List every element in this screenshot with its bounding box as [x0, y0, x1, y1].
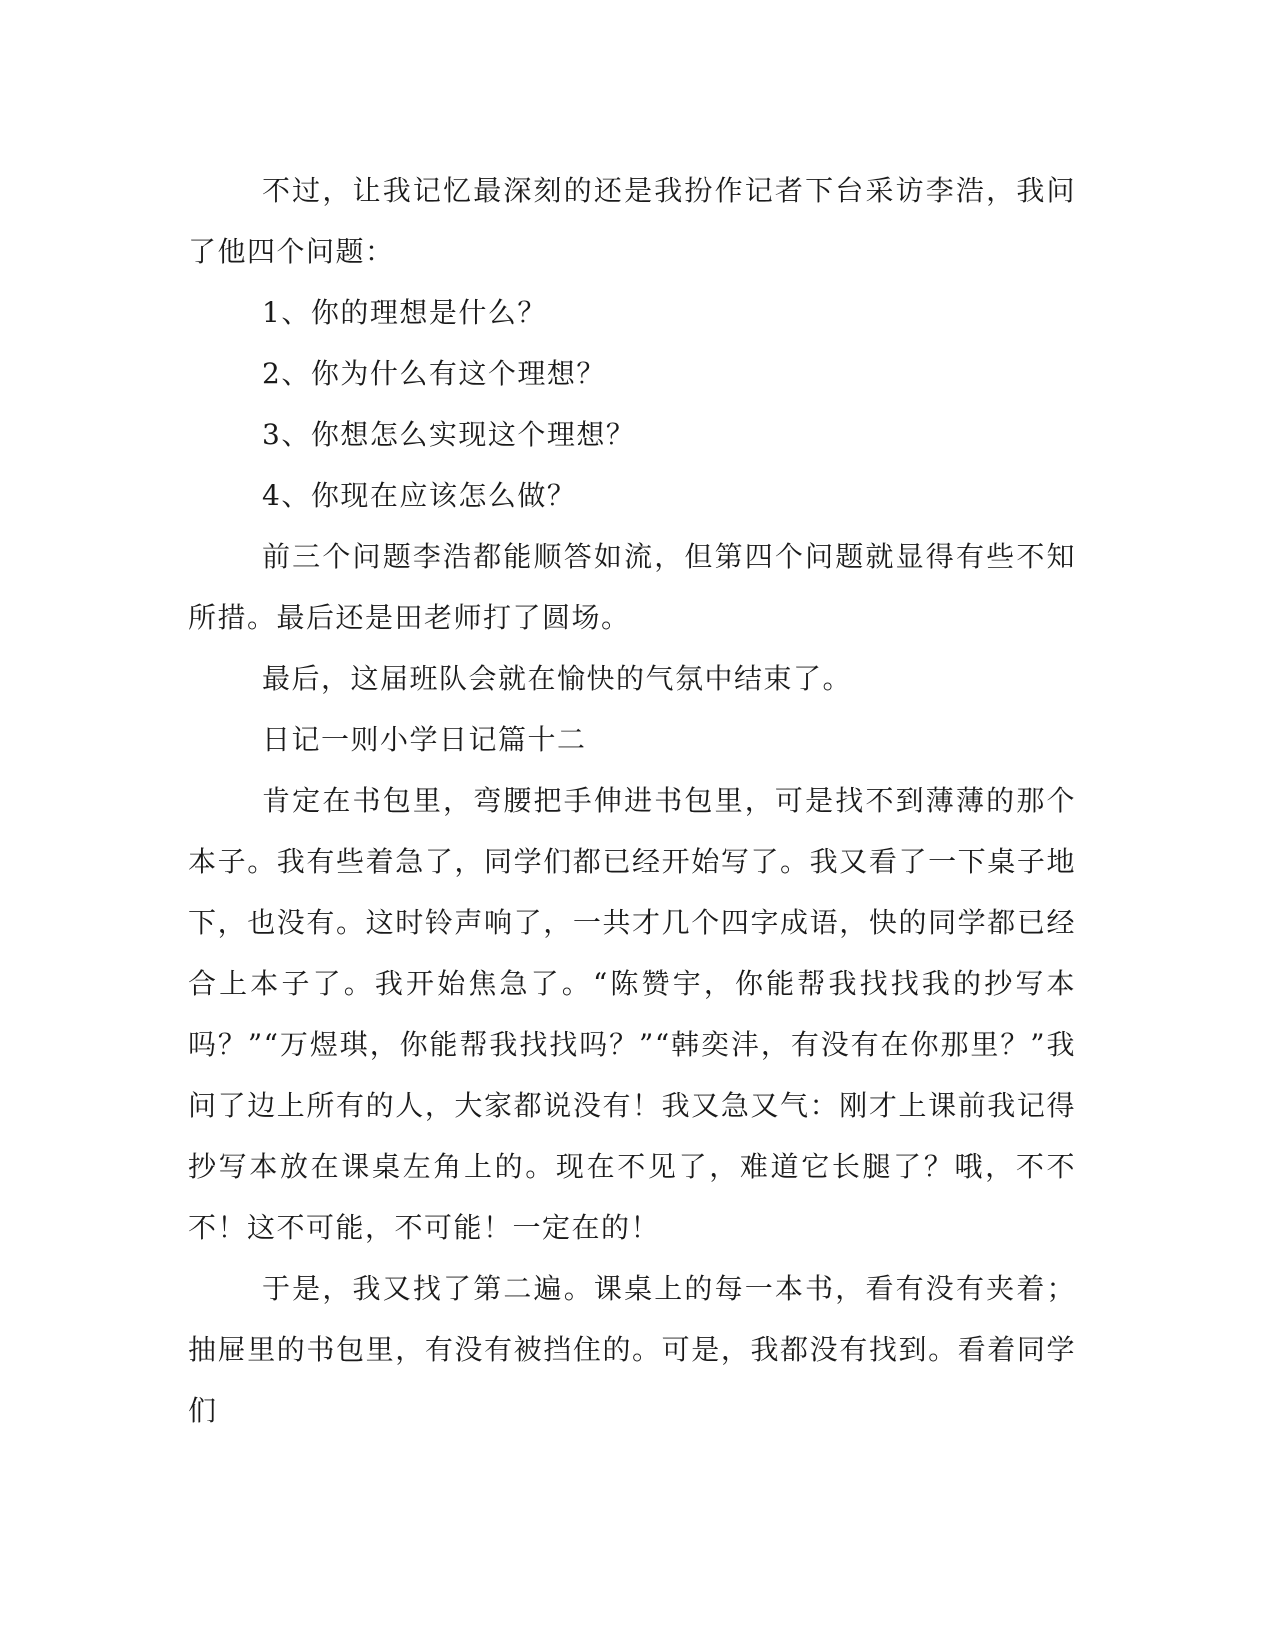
- document-body: [188, 160, 1076, 1441]
- section-heading: 日记一则小学日记篇十二: [262, 723, 587, 756]
- paragraph-search-second: 于是，我又找了第二遍。课桌上的每一本书，看有没有夹着；抽屉里的书包里，有没有被挡住的。可是，我都没有找到。看着同学们: [188, 1272, 1076, 1427]
- paragraph-question-2: 2、你为什么有这个理想？: [262, 357, 606, 390]
- paragraph-search-first: 肯定在书包里，弯腰把手伸进书包里，可是找不到薄薄的那个本子。我有些着急了，同学们都已经开始写了。我又看了一下桌子地下，也没有。这时铃声响了，一共才几个四字成语，快的同学都已经合上本子了。我开始焦急了。“陈赞宇，你能帮我找找我的抄写本吗？”“万煜琪，你能帮我找找吗？”“韩奕沣，有没有在你那里？”我问了边上所有的人，大家都说没有！我又急又气：刚才上课前我记得抄写本放在课桌左角上的。现在不见了，难道它长腿了？哦，不不不！这不可能，不可能！一定在的！: [188, 784, 1076, 1244]
- paragraph-question-1: 1、你的理想是什么？: [262, 296, 547, 329]
- paragraph-question-4: 4、你现在应该怎么做？: [262, 479, 577, 512]
- paragraph-question-3: 3、你想怎么实现这个理想？: [262, 418, 636, 451]
- paragraph-answers: 前三个问题李浩都能顺答如流，但第四个问题就显得有些不知所措。最后还是田老师打了圆场。: [188, 540, 1076, 634]
- paragraph-ending: 最后，这届班队会就在愉快的气氛中结束了。: [262, 662, 853, 695]
- paragraph-interview-intro: 不过，让我记忆最深刻的还是我扮作记者下台采访李浩，我问了他四个问题：: [188, 174, 1076, 268]
